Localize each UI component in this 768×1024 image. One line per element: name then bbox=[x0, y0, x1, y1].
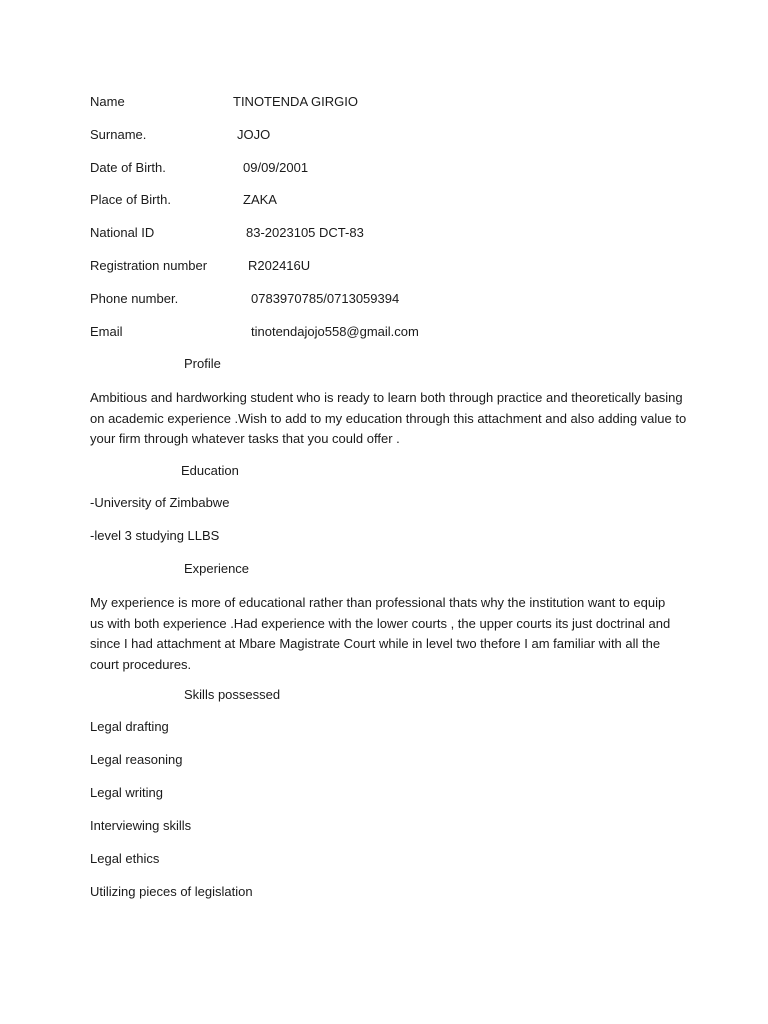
field-value-name: TINOTENDA GIRGIO bbox=[233, 94, 358, 109]
field-label-registration-number: Registration number bbox=[90, 258, 208, 273]
profile-line: on academic experience .Wish to add to my education through this attachment and also adding value to bbox=[90, 410, 687, 426]
skill-item: Interviewing skills bbox=[90, 818, 192, 833]
experience-line: since I had attachment at Mbare Magistrate Court while in level two thefore I am familiar with all the bbox=[90, 636, 661, 651]
education-heading: Education bbox=[181, 463, 239, 478]
experience-line: us with both experience .Had experience with the lower courts , the upper courts its just doctrinal and bbox=[90, 615, 671, 631]
profile-line: your firm through whatever tasks that you could offer . bbox=[90, 431, 400, 446]
field-label-date-of-birth: Date of Birth. bbox=[90, 160, 166, 175]
skill-item: Legal reasoning bbox=[90, 752, 183, 767]
field-value-place-of-birth: ZAKA bbox=[243, 192, 277, 207]
skill-item: Legal writing bbox=[90, 785, 163, 800]
experience-heading: Experience bbox=[184, 561, 250, 576]
field-label-surname: Surname. bbox=[90, 127, 147, 142]
skill-item: Utilizing pieces of legislation bbox=[90, 884, 253, 899]
skill-item: Legal ethics bbox=[90, 851, 160, 866]
field-value-date-of-birth: 09/09/2001 bbox=[243, 160, 309, 175]
field-label-email: Email bbox=[90, 324, 123, 339]
field-label-phone-number: Phone number. bbox=[90, 291, 179, 306]
field-value-phone-number: 0783970785/0713059394 bbox=[251, 291, 400, 306]
profile-heading: Profile bbox=[184, 356, 221, 371]
education-item: -University of Zimbabwe bbox=[90, 495, 230, 510]
experience-line: court procedures. bbox=[90, 656, 192, 672]
experience-paragraph bbox=[90, 593, 686, 675]
field-label-name: Name bbox=[90, 94, 125, 109]
profile-line: Ambitious and hardworking student who is ready to learn both through practice and theoretically basing bbox=[90, 390, 683, 405]
field-value-email: tinotendajojo558@gmail.com bbox=[251, 324, 419, 339]
profile-paragraph bbox=[90, 388, 686, 450]
skill-item: Legal drafting bbox=[90, 719, 169, 734]
field-label-national-id: National ID bbox=[90, 225, 155, 240]
experience-line: My experience is more of educational rather than professional thats why the institution want to equip bbox=[90, 595, 666, 610]
field-label-place-of-birth: Place of Birth. bbox=[90, 192, 171, 207]
field-value-national-id: 83-2023105 DCT-83 bbox=[246, 225, 364, 240]
education-item: -level 3 studying LLBS bbox=[90, 528, 220, 543]
field-value-surname: JOJO bbox=[237, 127, 271, 142]
field-value-registration-number: R202416U bbox=[248, 258, 311, 273]
skills-heading: Skills possessed bbox=[184, 687, 281, 702]
